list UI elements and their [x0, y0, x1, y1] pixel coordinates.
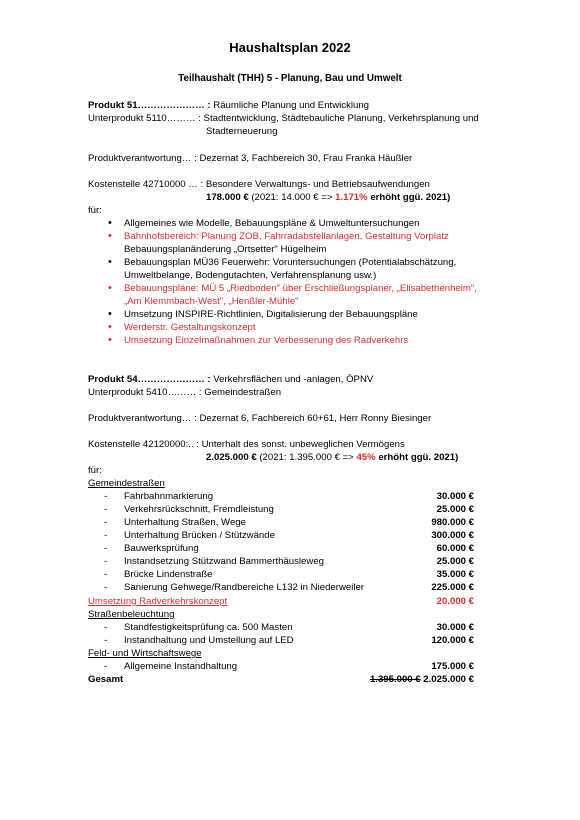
row-label: Fahrbahnmarkierung — [124, 491, 214, 502]
s2-produkt-key: Produkt 54………………… : — [88, 374, 211, 385]
s2-kostenstelle-key: Kostenstelle 42120000:.. : — [88, 439, 199, 450]
s2-produkt-row — [88, 374, 373, 385]
s2-betrag-pct: 45% — [356, 452, 376, 463]
row-label: Brücke Lindenstraße — [124, 569, 213, 580]
s2-gemeindestrassen-heading: Gemeindestraßen — [88, 478, 165, 489]
s1-fuer: für: — [88, 205, 102, 216]
s1-item-3b: Umweltbelange, Bodengutachten, Verfahrensplanung usw.) — [124, 270, 377, 281]
s1-produkt-row — [88, 100, 369, 111]
row-amount: 25.000 € — [436, 556, 474, 567]
row-label: Bauwerksprüfung — [124, 543, 199, 554]
s2-gesamt-amount — [340, 674, 474, 685]
row-amount: 30.000 € — [436, 622, 474, 633]
s1-verantwortung-val: Dezernat 3, Fachbereich 30, Frau Franka Häußler — [196, 153, 413, 164]
row-label: Verkehrsrückschnitt, Fremdleistung — [124, 504, 274, 515]
s1-kostenstelle-row — [88, 179, 430, 190]
s1-unterprodukt-row — [88, 113, 479, 124]
s2-fuer: für: — [88, 465, 102, 476]
s1-item-4: • Bebauungspläne: MÜ 5 „Riedboden" über Erschließungsplaner, „Elisabethenheim", — [124, 283, 477, 294]
s2-radverkehr-amount: 20.000 € — [436, 596, 474, 607]
dash-marker: - — [104, 543, 108, 554]
s1-item-5: • Umsetzung INSPIRE-Richtlinien, Digitalisierung der Bebauungspläne — [124, 309, 418, 320]
dash-marker: - — [104, 661, 108, 672]
s2-betrag-end: erhöht ggü. 2021) — [375, 452, 459, 463]
s1-item-3: • Bebauungsplan MÜ36 Feuerwehr: Voruntersuchungen (Potentialabschätzung, — [124, 257, 456, 268]
s2-feldwege-heading: Feld- und Wirtschaftswege — [88, 648, 202, 659]
dash-marker: - — [104, 635, 108, 646]
s2-radverkehr-label: Umsetzung Radverkehrskonzept — [88, 596, 228, 607]
dash-marker: - — [104, 504, 108, 515]
s1-kostenstelle-key: Kostenstelle 42710000 … : — [88, 179, 204, 190]
s1-produkt-val: Räumliche Planung und Entwicklung — [210, 100, 369, 111]
s2-unterprodukt-row — [88, 387, 281, 398]
row-amount: 225.000 € — [431, 582, 474, 593]
row-label: Unterhaltung Straßen, Wege — [124, 517, 246, 528]
s1-betrag-main: 178.000 € — [206, 192, 249, 203]
dash-marker: - — [104, 556, 108, 567]
s1-betrag-mid: (2021: 14.000 € => — [248, 192, 336, 203]
s2-unterprodukt-val: Gemeindestraßen — [201, 387, 282, 398]
s1-verantwortung-key: Produktverantwortung… : — [88, 153, 197, 164]
row-label: Instandsetzung Stützwand Bammerthäusleweg — [124, 556, 324, 567]
row-label: Sanierung Gehwege/Randbereiche L132 in Niederweiler — [124, 582, 364, 593]
row-amount: 60.000 € — [436, 543, 474, 554]
s2-verantwortung-val: Dezernat 6, Fachbereich 60+61, Herr Ronny Biesinger — [196, 413, 432, 424]
s1-item-6: • Werderstr. Gestaltungskonzept — [124, 322, 256, 333]
s2-betrag-row — [206, 452, 458, 463]
s2-betrag-main: 2.025.000 € — [206, 452, 257, 463]
row-label: Allgemeine Instandhaltung — [124, 661, 238, 672]
s2-kostenstelle-val: Unterhalt des sonst. unbeweglichen Vermögens — [198, 439, 405, 450]
s1-kostenstelle-val: Besondere Verwaltungs- und Betriebsaufwendungen — [203, 179, 430, 190]
row-amount: 980.000 € — [431, 517, 474, 528]
s2-verantwortung-key: Produktverantwortung… : — [88, 413, 197, 424]
row-amount: 300.000 € — [431, 530, 474, 541]
dash-marker: - — [104, 530, 108, 541]
row-amount: 175.000 € — [431, 661, 474, 672]
row-label: Unterhaltung Brücken / Stützwände — [124, 530, 275, 541]
dash-marker: - — [104, 517, 108, 528]
s1-betrag-row — [206, 192, 450, 203]
s2-kostenstelle-row — [88, 439, 405, 450]
row-amount: 25.000 € — [436, 504, 474, 515]
dash-marker: - — [104, 622, 108, 633]
s1-unterprodukt-key: Unterprodukt 5110……… : — [88, 113, 201, 124]
s2-gesamt-label: Gesamt — [88, 674, 124, 685]
s1-unterprodukt-val1: Stadtentwicklung, Städtebauliche Planung, Verkehrsplanung und — [200, 113, 479, 124]
s1-item-7: • Umsetzung Einzelmaßnahmen zur Verbesserung des Radverkehrs — [124, 335, 408, 346]
s1-item-2b: Bebauungsplanänderung „Ortsetter" Hügelheim — [124, 244, 327, 255]
s2-produkt-val: Verkehrsflächen und -anlagen, ÖPNV — [210, 374, 374, 385]
s1-produkt-key: Produkt 51………………… : — [88, 100, 211, 111]
dash-marker: - — [104, 582, 108, 593]
s2-unterprodukt-key: Unterprodukt 5410……… : — [88, 387, 202, 398]
row-label: Standfestigkeitsprüfung ca. 500 Masten — [124, 622, 293, 633]
s1-verantwortung-row — [88, 153, 412, 164]
s2-strassenbeleuchtung-heading: Straßenbeleuchtung — [88, 609, 175, 620]
s1-item-4b: „Am Klemmbach-West", „Henßler-Mühle" — [124, 296, 299, 307]
row-amount: 35.000 € — [436, 569, 474, 580]
s2-betrag-mid: (2021: 1.395.000 € => — [256, 452, 357, 463]
page-title: Haushaltsplan 2022 — [229, 40, 351, 55]
row-amount: 120.000 € — [431, 635, 474, 646]
s1-betrag-end: erhöht ggü. 2021) — [367, 192, 451, 203]
s1-item-2: • Bahnhofsbereich: Planung ZOB, Fahrradabstellanlagen, Gestaltung Vorplatz — [124, 231, 449, 242]
row-label: Instandhaltung und Umstellung auf LED — [124, 635, 294, 646]
s1-item-1: • Allgemeines wie Modelle, Bebauungspläne & Umweltuntersuchungen — [124, 218, 419, 229]
dash-marker: - — [104, 491, 108, 502]
row-amount: 30.000 € — [436, 491, 474, 502]
s2-gesamt-old: 1.395.000 € — [369, 674, 421, 685]
dash-marker: - — [104, 569, 108, 580]
s2-verantwortung-row — [88, 413, 431, 424]
s1-betrag-pct: 1.171% — [335, 192, 368, 203]
page-subtitle: Teilhaushalt (THH) 5 - Planung, Bau und Umwelt — [178, 73, 402, 84]
s1-unterprodukt-val2: Stadterneuerung — [206, 126, 278, 137]
s2-gesamt-new: 2.025.000 € — [420, 674, 474, 685]
